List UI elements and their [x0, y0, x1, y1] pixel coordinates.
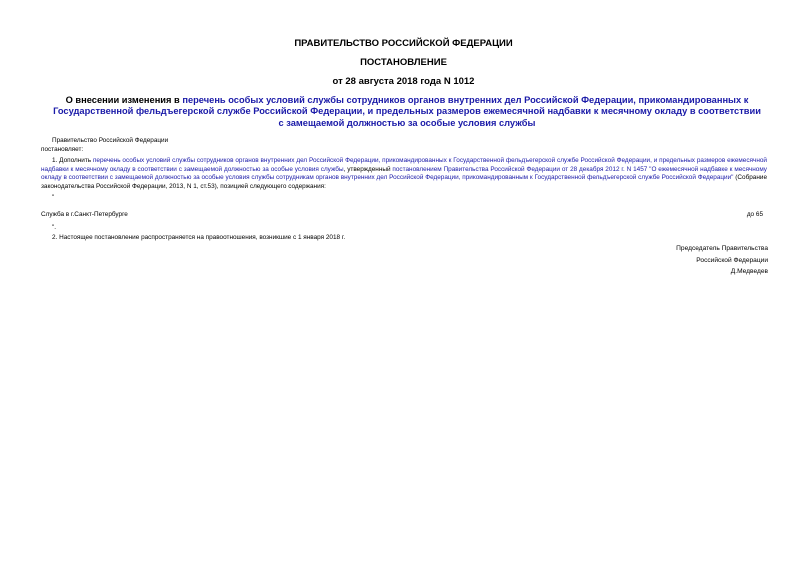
title-prefix: О внесении изменения в	[65, 95, 183, 105]
decrees-line: постановляет:	[41, 146, 84, 153]
title-link[interactable]: перечень особых условий службы сотрудников органов внутренних дел Российской Федерации, прикомандированных к Государственной фельдъегерской службе Российской Федерации, и предельных размеров ежемесячной надбавки к месячному окладу в соответствии с замещаемой должностью за особые условия службы	[53, 95, 761, 128]
paragraph-2: 2. Настоящее постановление распространяется на правоотношения, возникшие с 1 января 2018 г.	[52, 234, 346, 241]
para1-link-decree[interactable]: постановлением Правительства Российской Федерации от 28 декабря 2012 г. N 1457 "О ежемесячной надбавке к месячному окладу в соответствии с замещаемой должностью за особые условия службы сотрудникам органов внутренних дел Российской Федерации, прикомандированным к Государственной фельдъегерской службе Российской Федерации"	[41, 165, 767, 182]
para1-link-list[interactable]: перечень особых условий службы сотрудников органов внутренних дел Российской Федерации, прикомандированных к Государственной фельдъегерской службе Российской Федерации, и предельных размеров ежемесячной надбавки к месячному окладу в соответствии с замещаемой должностью за особые условия службы	[41, 157, 767, 173]
para1-end: (Собрание законодательства Российской Федерации, 2013, N 1, ст.53), позицией следующего содержания:	[41, 174, 767, 190]
quote-close: ".	[52, 224, 57, 231]
table-cell-service: Служба в г.Санкт-Петербурге	[41, 211, 128, 218]
signature-title-1: Председатель Правительства	[676, 245, 768, 252]
date-number: от 28 августа 2018 года N 1012	[332, 76, 475, 87]
document-type: ПОСТАНОВЛЕНИЕ	[360, 57, 447, 68]
paragraph-1	[41, 157, 767, 191]
para1-middle: , утвержденный	[343, 165, 393, 173]
signature-title-2: Российской Федерации	[696, 256, 768, 264]
document-title	[52, 95, 762, 129]
para1-start: 1. Дополнить	[52, 157, 93, 164]
table-cell-limit: до 65	[746, 211, 763, 218]
government-heading: ПРАВИТЕЛЬСТВО РОССИЙСКОЙ ФЕДЕРАЦИИ	[294, 38, 513, 49]
signature-name: Д.Медведев	[730, 268, 768, 275]
quote-open: "	[52, 194, 55, 201]
signature-block	[676, 243, 768, 278]
government-line: Правительство Российской Федерации	[52, 137, 169, 144]
